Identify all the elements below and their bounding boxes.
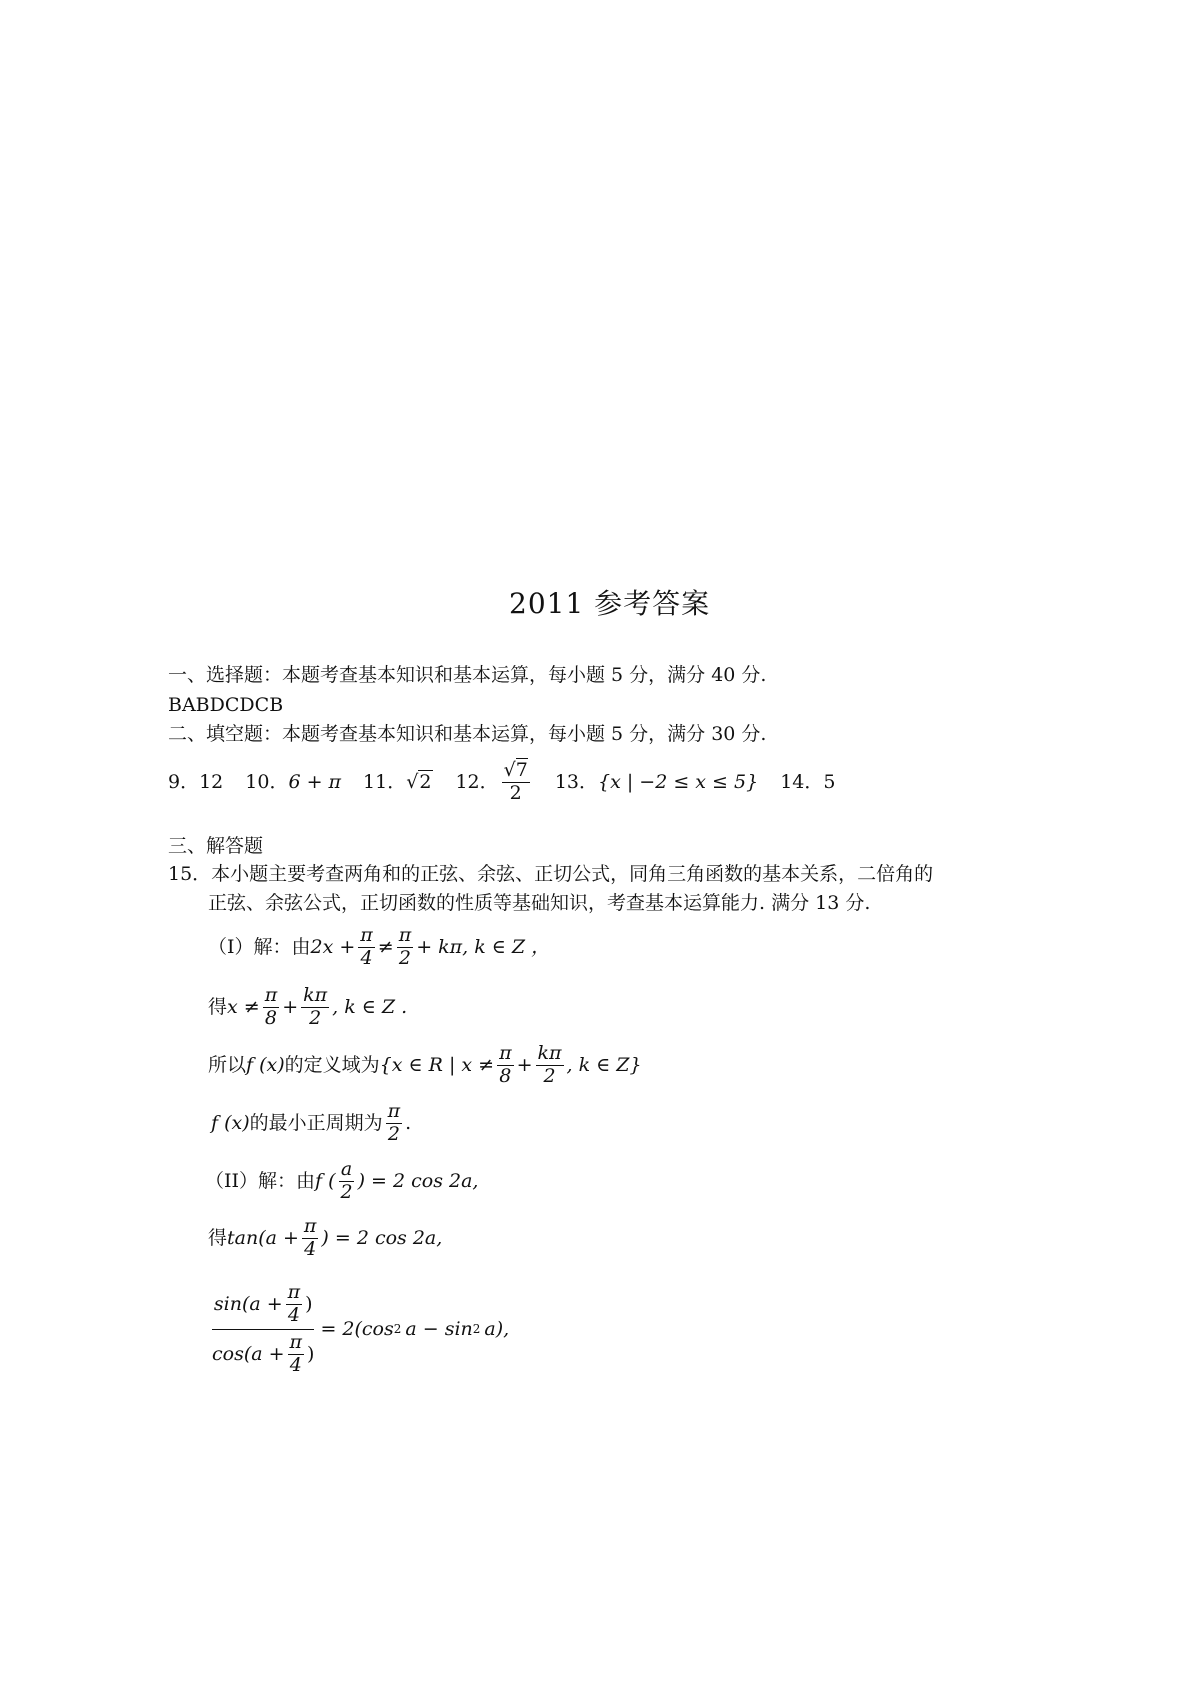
fraction-pi-2: $\frac{\pi}{2}$ xyxy=(387,1100,401,1145)
part1-label: （I）解：由 xyxy=(208,936,311,959)
section1-heading: 一、选择题：本题考查基本知识和基本运算，每小题 5 分，满分 40 分. xyxy=(168,664,767,686)
expr: x ≠ xyxy=(227,996,260,1019)
sin-over-cos-fraction xyxy=(212,1282,314,1376)
neq-symbol: ≠ xyxy=(377,936,394,959)
part1-domain: 所以 f (x) 的定义域为 {x ∈ R | x ≠ $\frac{\pi}{8}$ + $\frac{k\pi}{2}$ , k ∈ Z} xyxy=(208,1042,642,1087)
fraction-pi-8: $\frac{\pi}{8}$ xyxy=(264,984,278,1029)
fraction-kpi-2: $\frac{k\pi}{2}$ xyxy=(537,1042,562,1087)
section1-answers: BABDCDCB xyxy=(168,694,284,716)
section3-heading: 三、解答题 xyxy=(168,835,264,857)
q15-line2: 正弦、余弦公式，正切函数的性质等基础知识，考查基本运算能力. 满分 13 分. xyxy=(208,892,871,914)
expr: tan(a + xyxy=(227,1227,299,1250)
part2-step1 xyxy=(205,1159,478,1204)
expr: a − sin xyxy=(405,1318,473,1341)
q11-answer: √2 xyxy=(406,771,432,794)
expr: ) xyxy=(305,1293,313,1316)
q14-answer: 5 xyxy=(823,771,836,794)
part1-step1 xyxy=(208,925,550,970)
section2-heading: 二、填空题：本题考查基本知识和基本运算，每小题 5 分，满分 30 分. xyxy=(168,723,767,745)
fraction-pi-4: $\frac{\pi}{4}$ xyxy=(303,1215,317,1260)
expr: , k ∈ Z} xyxy=(566,1054,642,1077)
part1-step2: 得 x ≠ $\frac{\pi}{8}$ + $\frac{k\pi}{2}$ , k ∈ Z . xyxy=(208,984,408,1029)
part2-step2 xyxy=(208,1216,442,1261)
fraction-pi-4: $\frac{\pi}{4}$ xyxy=(289,1330,303,1376)
q10-answer: 6 + π xyxy=(288,771,342,794)
step-label: 所以 xyxy=(208,1054,247,1077)
expr: cos(a + xyxy=(212,1343,285,1366)
step-text: 的最小正周期为 xyxy=(249,1112,383,1135)
expr: ) = 2 cos 2a, xyxy=(357,1170,479,1193)
expr: ) xyxy=(307,1343,315,1366)
part1-period xyxy=(211,1101,411,1146)
fraction-kpi-2: $\frac{k\pi}{2}$ xyxy=(303,984,328,1029)
fraction-pi-2: $\frac{\pi}{2}$ xyxy=(398,924,412,969)
expr: f ( xyxy=(315,1170,336,1193)
fraction-pi-4: $\frac{\pi}{4}$ xyxy=(287,1281,301,1326)
expr: f (x) xyxy=(246,1054,285,1077)
fraction-a-2: $\frac{a}{2}$ xyxy=(340,1158,353,1203)
expr: , k ∈ Z . xyxy=(332,996,408,1019)
q12-answer: $\frac{√7}{2}$ xyxy=(503,759,528,804)
expr: 2x + xyxy=(310,936,356,959)
expr: {x ∈ R | x ≠ xyxy=(379,1054,495,1077)
denominator xyxy=(212,1332,314,1377)
part2-step3 xyxy=(212,1282,509,1376)
q10-label: 10． xyxy=(245,771,289,794)
page-title: 2011 参考答案 xyxy=(509,587,711,620)
expr: f (x) xyxy=(211,1112,250,1135)
part2-label: （II）解：由 xyxy=(205,1170,316,1193)
expr: . xyxy=(405,1112,412,1135)
expr: a), xyxy=(484,1318,510,1341)
exponent: 2 xyxy=(393,1322,402,1337)
step-label: 得 xyxy=(208,1227,228,1250)
expr: sin(a + xyxy=(213,1293,283,1316)
fraction-bar xyxy=(212,1329,314,1330)
fraction-pi-8: $\frac{\pi}{8}$ xyxy=(499,1042,512,1087)
q15-line1: 15．本小题主要考查两角和的正弦、余弦、正切公式，同角三角函数的基本关系，二倍角的 xyxy=(168,863,934,885)
q9-label: 9． xyxy=(168,771,200,794)
q13-label: 13． xyxy=(554,771,599,794)
expr: + kπ, k ∈ Z ， xyxy=(416,936,551,959)
step-text: 的定义域为 xyxy=(284,1054,380,1077)
exponent: 2 xyxy=(472,1322,481,1337)
step-label: 得 xyxy=(208,996,228,1019)
q11-label: 11． xyxy=(363,771,407,794)
fill-in-answers xyxy=(168,760,835,805)
expr: ) = 2 cos 2a, xyxy=(321,1227,443,1250)
expr: = 2(cos xyxy=(320,1318,394,1341)
q13-answer: {x | −2 ≤ x ≤ 5} xyxy=(598,771,759,794)
q12-label: 12． xyxy=(455,771,499,794)
fraction-pi-4: $\frac{\pi}{4}$ xyxy=(360,924,373,969)
numerator xyxy=(214,1282,313,1327)
q9-answer: 12 xyxy=(199,771,224,794)
q14-label: 14． xyxy=(780,771,824,794)
